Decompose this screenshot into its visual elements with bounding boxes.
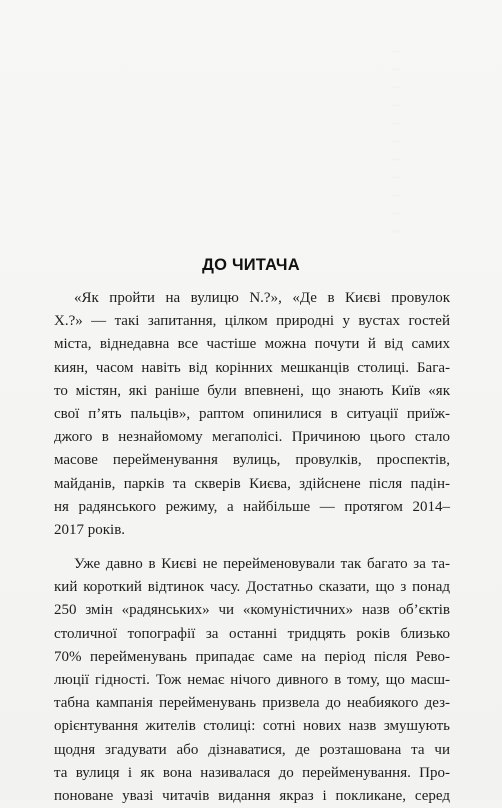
- text-line: столичної топографії за останні тридцять років близько: [54, 625, 450, 642]
- text-line: люції гідності. Тож немає нічого дивного в тому, що масш-: [54, 672, 450, 688]
- text-line: то містян, які раніше були впевнені, що знають Київ «як: [54, 382, 450, 399]
- text-line: ня радянського режиму, а найбільше — протягом 2014–: [54, 498, 450, 515]
- text-line: «Як пройти на вулицю N.?», «Де в Києві провулок: [74, 290, 450, 306]
- text-line: міста, віднедавна все частіше можна почути й від самих: [54, 336, 450, 353]
- text-line: орієнтування жителів столиці: сотні нових назв змушують: [54, 718, 450, 735]
- text-line: киян, часом навіть від корінних мешканців столиці. Бага-: [54, 359, 450, 376]
- text-line: масове перейменування вулиць, провулків, проспектів,: [54, 452, 450, 469]
- text-line: X.?» — такі запитання, цілком природні у вустах гостей: [54, 313, 450, 330]
- text-line: та вулиця і як вона називалася до перейменування. Про-: [54, 764, 450, 781]
- text-line: поноване увазі читачів видання якраз і покликане, серед: [54, 787, 450, 804]
- text-line: майданів, парків та скверів Києва, здійснене після падін-: [54, 475, 450, 492]
- paragraph-2: [54, 553, 450, 808]
- text-line: щодня згадувати або дізнаватися, де розташована та чи: [54, 741, 450, 758]
- paragraph-1: [54, 287, 450, 542]
- text-line: табна кампанія перейменувань призвела до неабиякого дез-: [54, 695, 450, 712]
- text-line: 2017 років.: [54, 521, 126, 538]
- text-line: 250 змін «радянських» чи «комуністичних» назв об’єктів: [54, 602, 450, 619]
- bleed-through-text: ... ... ... ... ... ... ... ... ... ... ...: [391, 43, 400, 235]
- text-line: свої п’ять пальців», раптом опинилися в ситуації приїж-: [54, 405, 450, 422]
- text-line: Уже давно в Києві не перейменовували так багато за та-: [74, 556, 450, 573]
- text-line: 70% перейменувань припадає саме на період після Рево-: [54, 648, 450, 665]
- text-line: джого в незнайомому мегаполісі. Причиною цього стало: [54, 429, 450, 446]
- paragraph-gap: [54, 542, 450, 553]
- page-title: ДО ЧИТАЧА: [202, 256, 300, 274]
- body-text: [54, 287, 450, 808]
- text-line: кий короткий відтинок часу. Достатньо сказати, що з понад: [54, 579, 450, 596]
